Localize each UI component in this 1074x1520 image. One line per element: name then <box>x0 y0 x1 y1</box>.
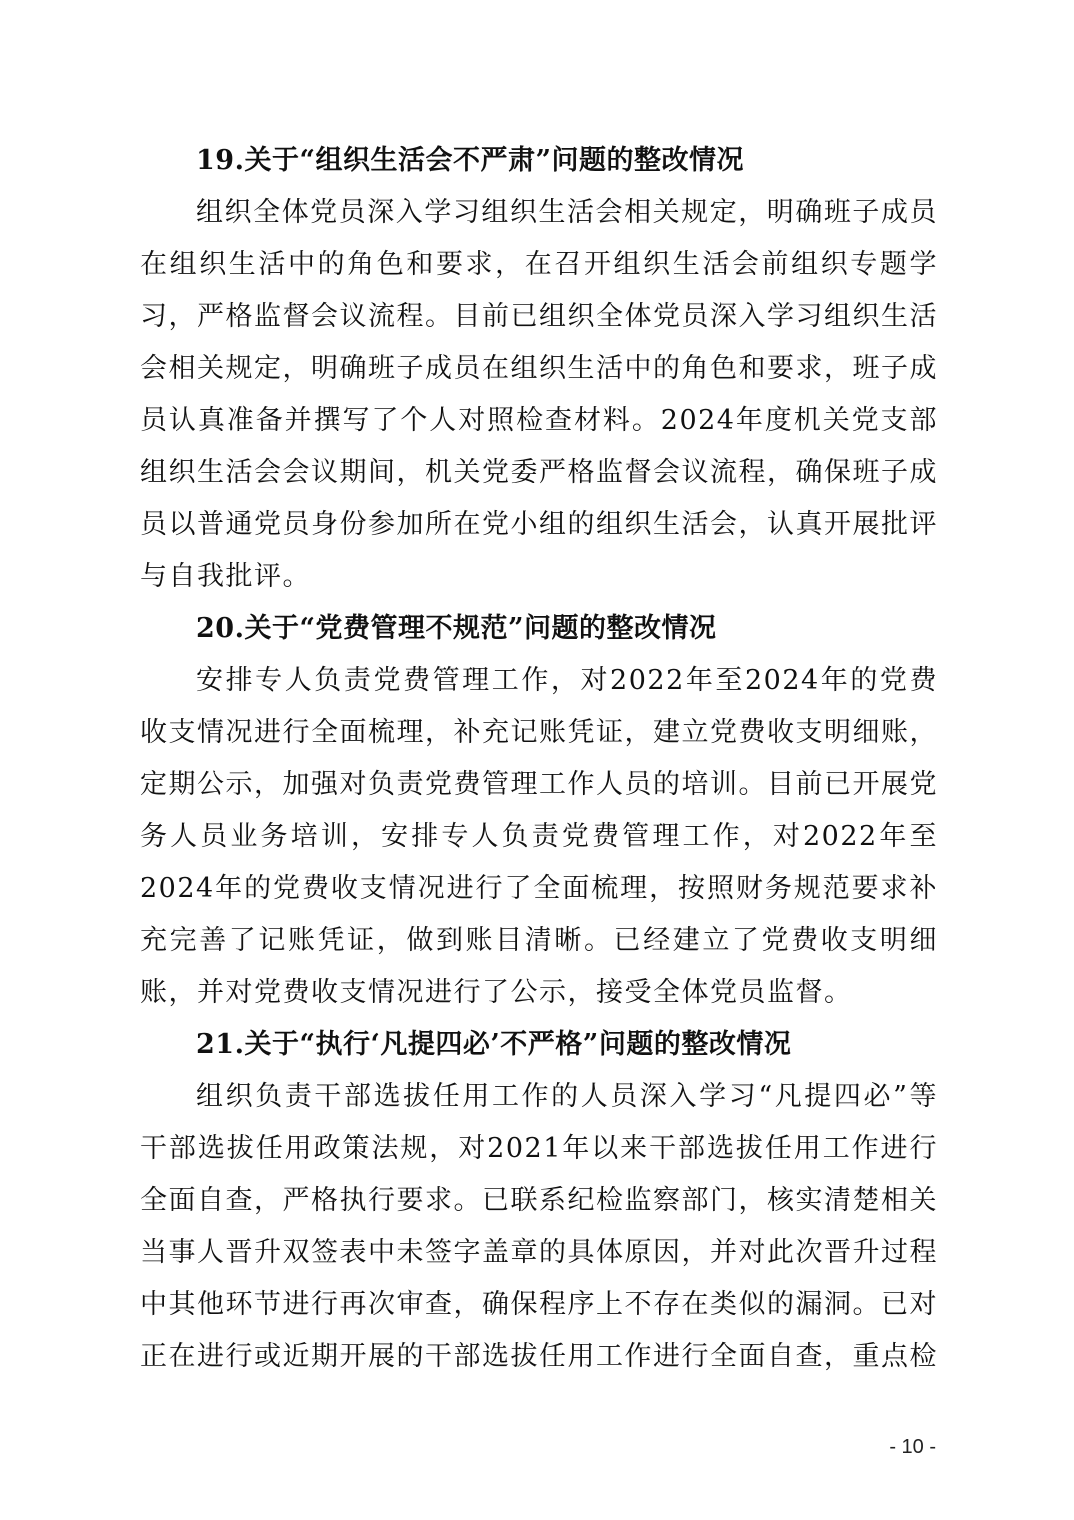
section-heading: 19.关于“组织生活会不严肃”问题的整改情况 <box>196 145 745 176</box>
section-paragraph: 组织全体党员深入学习组织生活会相关规定，明确班子成员在组织生活中的角色和要求，在召开组织生活会前组织专题学习，严格监督会议流程。目前已组织全体党员深入学习组织生活会相关规定，明确班子成员在组织生活中的角色和要求，班子成员认真准备并撰写了个人对照检查材料。2024年度机关党支部组织生活会会议期间，机关党委严格监督会议流程，确保班子成员以普通党员身份参加所在党小组的组织生活会，认真开展批评与自我批评。 <box>140 197 938 592</box>
section-heading: 21.关于“执行‘凡提四必’不严格”问题的整改情况 <box>196 1029 792 1060</box>
document-body <box>140 135 938 1383</box>
page-number: - 10 - <box>889 1436 936 1458</box>
section-21 <box>140 1019 938 1383</box>
section-heading: 20.关于“党费管理不规范”问题的整改情况 <box>196 613 717 644</box>
section-paragraph: 安排专人负责党费管理工作，对2022年至2024年的党费收支情况进行全面梳理，补充记账凭证，建立党费收支明细账，定期公示，加强对负责党费管理工作人员的培训。目前已开展党务人员业务培训，安排专人负责党费管理工作，对2022年至2024年的党费收支情况进行了全面梳理，按照财务规范要求补充完善了记账凭证，做到账目清晰。已经建立了党费收支明细账，并对党费收支情况进行了公示，接受全体党员监督。 <box>140 665 938 1008</box>
section-19 <box>140 135 938 603</box>
section-20 <box>140 603 938 1019</box>
section-paragraph: 组织负责干部选拔任用工作的人员深入学习“凡提四必”等干部选拔任用政策法规，对2021年以来干部选拔任用工作进行全面自查，严格执行要求。已联系纪检监察部门，核实清楚相关当事人晋升双签表中未签字盖章的具体原因，并对此次晋升过程中其他环节进行再次审查，确保程序上不存在类似的漏洞。已对正在进行或近期开展的干部选拔任用工作进行全面自查，重点检 <box>140 1081 938 1372</box>
